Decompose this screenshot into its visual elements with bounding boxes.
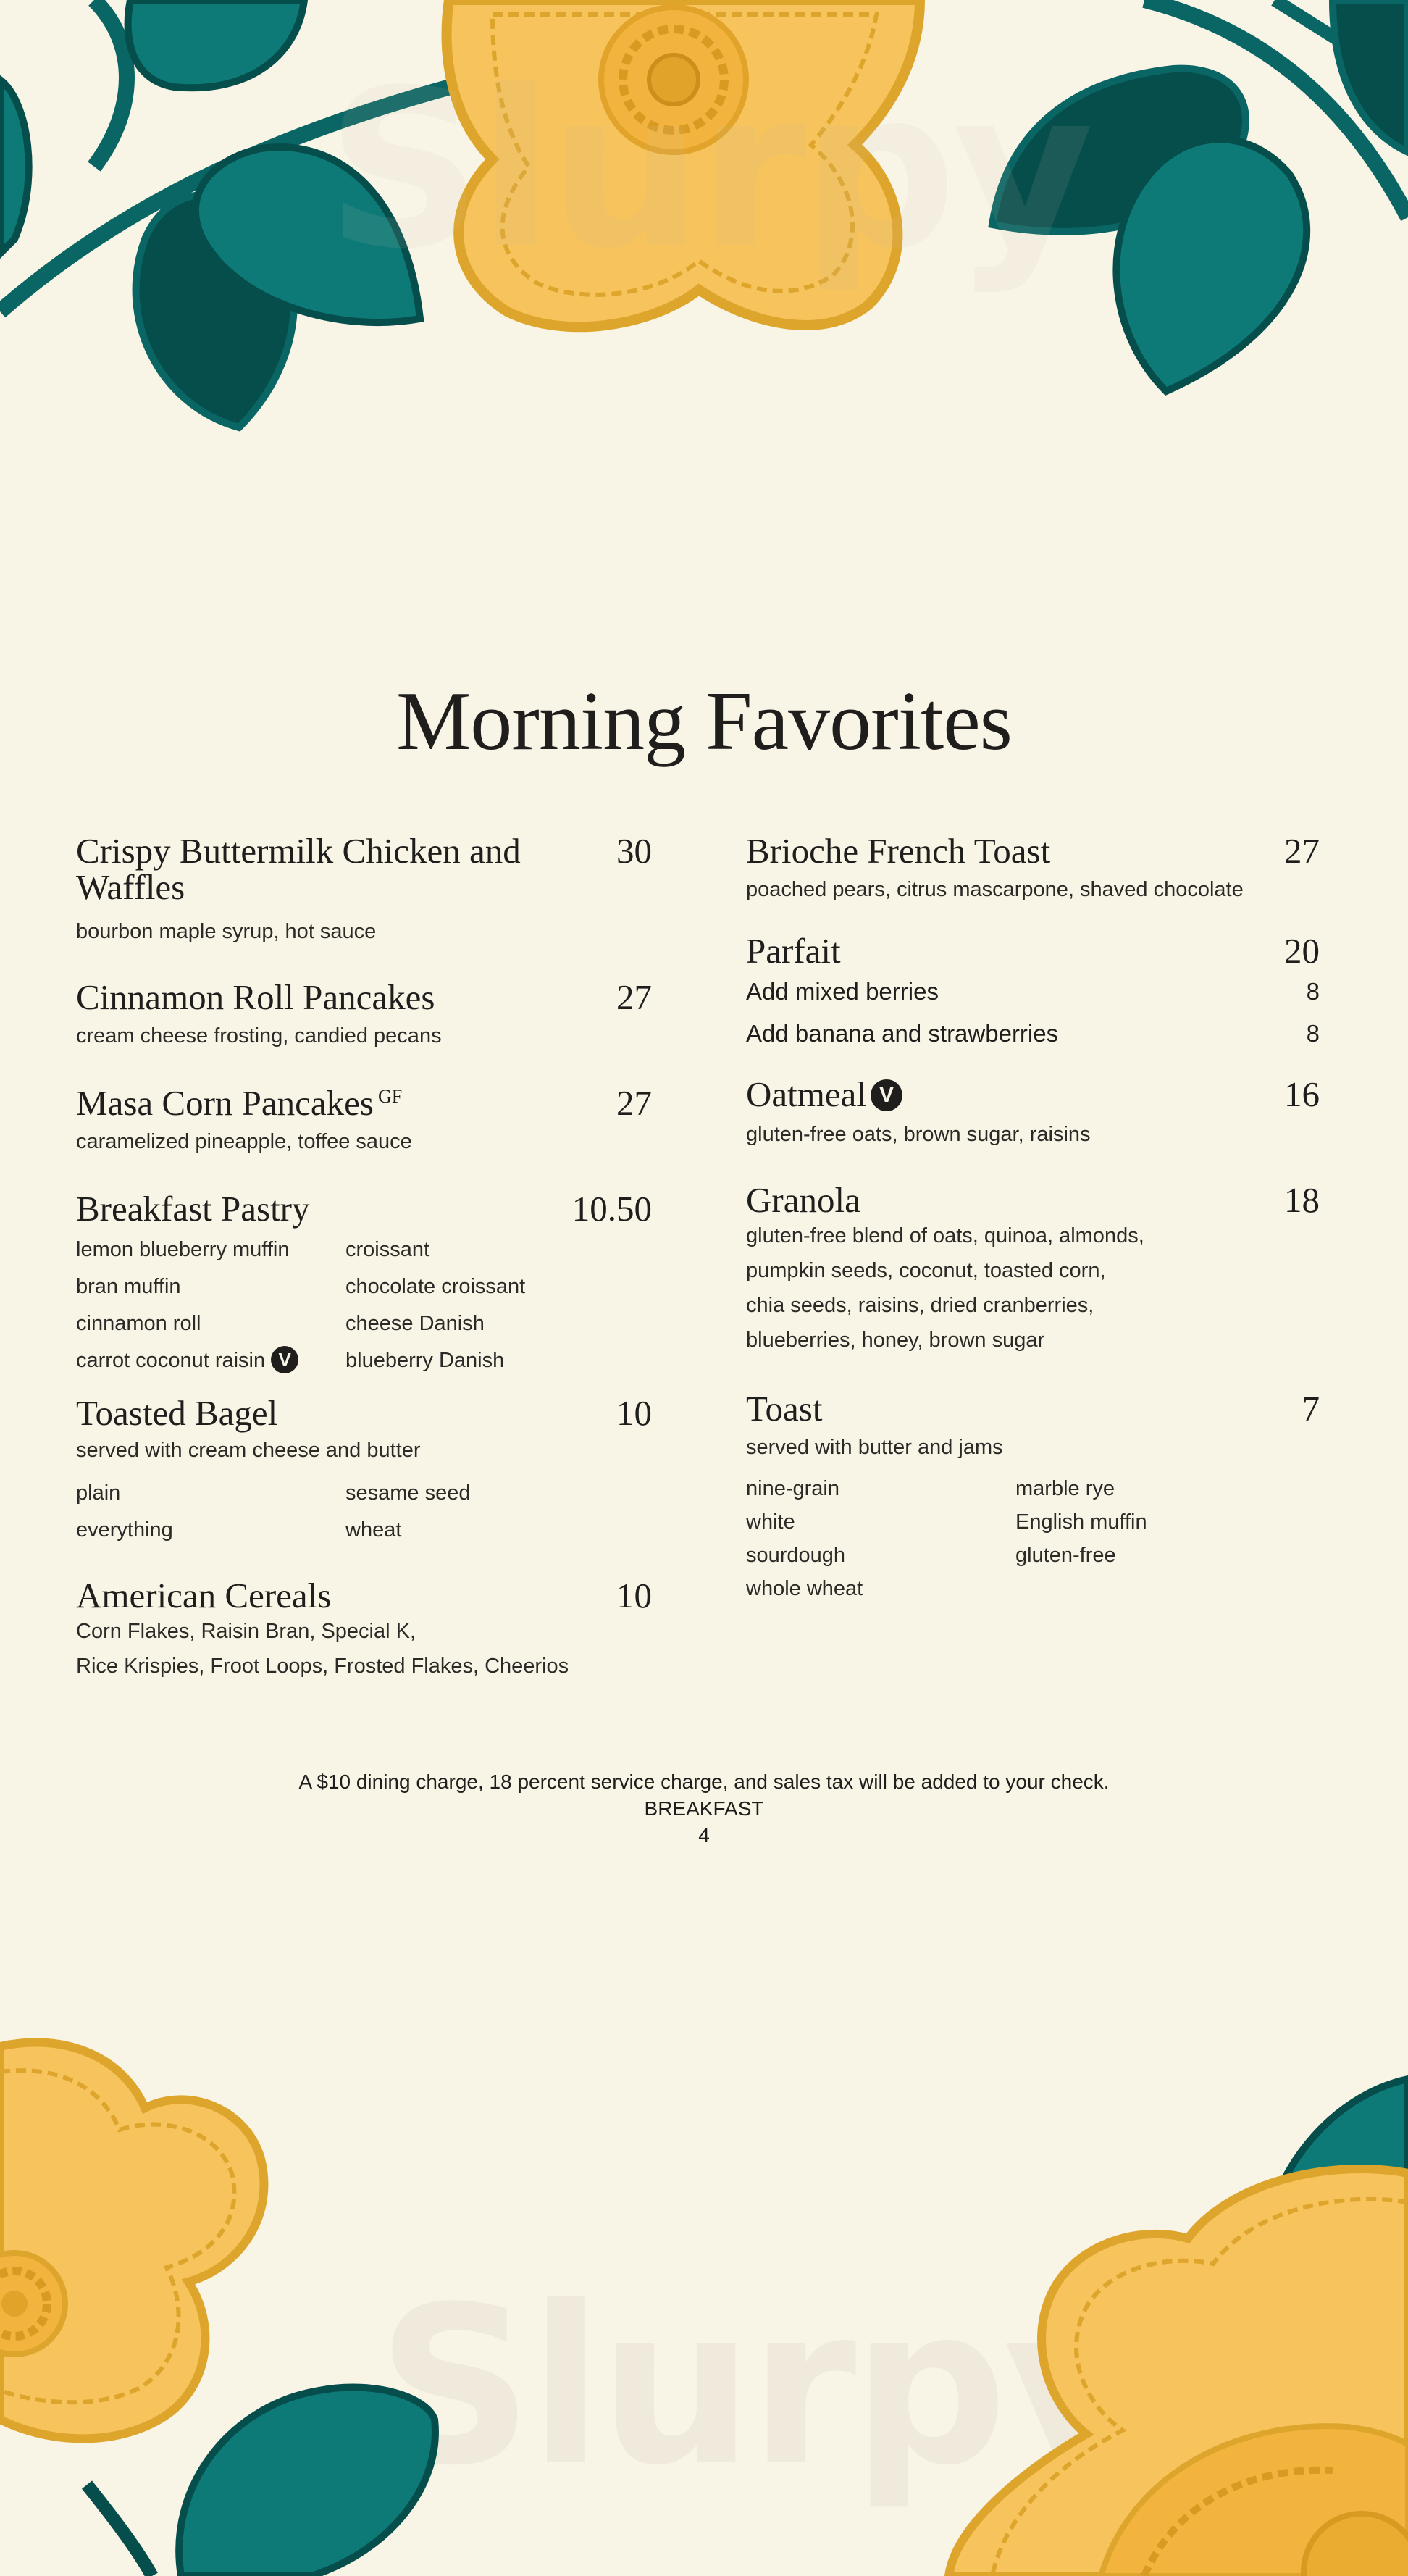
option-item: wheat (345, 1518, 402, 1542)
item-price: 10 (616, 1393, 652, 1433)
gluten-free-badge: GF (377, 1085, 403, 1107)
item-description: Rice Krispies, Froot Loops, Frosted Flakes, Cheerios (76, 1655, 569, 1678)
item-description: gluten-free oats, brown sugar, raisins (746, 1122, 1091, 1146)
option-item (1015, 1572, 1320, 1605)
item-name: Breakfast Pastry (76, 1189, 310, 1229)
menu-item-cinnamon-pancakes (76, 979, 652, 1053)
leaf-shape (128, 0, 304, 88)
bottom-floral-decoration (0, 2014, 1408, 2576)
option-item: chocolate croissant (345, 1275, 526, 1298)
item-description: bourbon maple syrup, hot sauce (76, 920, 377, 943)
item-name: American Cereals (76, 1576, 332, 1615)
item-name: Granola (746, 1179, 860, 1220)
item-description: poached pears, citrus mascarpone, shaved chocolate (746, 878, 1244, 901)
item-price: 18 (1284, 1179, 1320, 1220)
menu-item-toasted-bagel (76, 1395, 652, 1549)
option-item: carrot coconut raisin (76, 1349, 266, 1372)
item-price: 7 (1302, 1388, 1320, 1429)
item-description: served with cream cheese and butter (76, 1439, 421, 1462)
option-item: lemon blueberry muffin (76, 1238, 290, 1261)
addon-label: Add banana and strawberries (746, 1020, 1059, 1047)
page-title: Morning Favorites (396, 674, 1012, 768)
watermark-text: Slurpy (377, 2260, 1141, 2513)
option-item: marble rye (1015, 1476, 1115, 1500)
charges-note: A $10 dining charge, 18 percent service charge, and sales tax will be added to your check. (298, 1770, 1110, 1793)
item-description: cream cheese frosting, candied pecans (76, 1024, 442, 1047)
top-floral-decoration (0, 0, 1408, 449)
addon-price: 8 (1306, 978, 1320, 1005)
option-item: cheese Danish (345, 1312, 485, 1335)
bagel-options (76, 1475, 652, 1549)
item-description: served with butter and jams (746, 1435, 1003, 1459)
leaf-shape (0, 80, 29, 254)
option-item: everything (76, 1518, 173, 1542)
toast-options (746, 1472, 1320, 1605)
vegan-icon: V (271, 1346, 298, 1373)
option-item: sesame seed (345, 1481, 471, 1505)
vegan-icon: V (871, 1079, 902, 1111)
vine-stem (87, 2485, 152, 2576)
addon-row (746, 1013, 1320, 1055)
addon-row (746, 971, 1320, 1013)
item-price: 20 (1284, 931, 1320, 971)
leaf-shape (1116, 139, 1307, 391)
item-description: gluten-free blend of oats, quinoa, almonds, (746, 1224, 1144, 1247)
item-price: 10 (616, 1576, 652, 1615)
option-item: white (746, 1510, 795, 1534)
item-description: caramelized pineapple, toffee sauce (76, 1130, 412, 1153)
item-price: 27 (616, 977, 652, 1017)
vine-stem (94, 0, 127, 167)
menu-item-oatmeal (746, 1076, 1320, 1152)
right-menu-column (746, 833, 1320, 1605)
menu-item-toast (746, 1388, 1320, 1605)
item-description: chia seeds, raisins, dried cranberries, (746, 1293, 1094, 1317)
item-name: Cinnamon Roll Pancakes (76, 977, 435, 1017)
item-description: pumpkin seeds, coconut, toasted corn, (746, 1258, 1106, 1282)
item-name: Brioche French Toast (746, 831, 1051, 871)
item-name: Crispy Buttermilk Chicken and Waffles (76, 831, 521, 907)
item-price: 27 (1284, 831, 1320, 871)
leaf-shape (179, 2388, 435, 2576)
item-name: Parfait (746, 931, 841, 971)
page-footer (0, 1768, 1408, 1849)
flower-shape (447, 0, 920, 327)
item-name-wrap (746, 1076, 902, 1114)
item-name: Masa Corn Pancakes (76, 1083, 374, 1123)
left-menu-column (76, 833, 652, 1684)
item-name-wrap (76, 1085, 402, 1121)
option-item: sourdough (746, 1543, 846, 1567)
item-description: Corn Flakes, Raisin Bran, Special K, (76, 1620, 416, 1643)
item-description: blueberries, honey, brown sugar (746, 1328, 1045, 1352)
menu-item-breakfast-pastry (76, 1191, 652, 1379)
page-number: 4 (698, 1824, 710, 1847)
option-item: plain (76, 1481, 121, 1505)
menu-item-chicken-waffles (76, 833, 652, 949)
flower-shape (0, 2042, 264, 2438)
option-item: gluten-free (1015, 1543, 1116, 1567)
item-price: 27 (616, 1083, 652, 1123)
option-item: whole wheat (746, 1576, 863, 1600)
menu-item-parfait (746, 933, 1320, 1055)
addon-label: Add mixed berries (746, 978, 939, 1005)
option-item: croissant (345, 1238, 430, 1261)
option-item: blueberry Danish (345, 1349, 505, 1372)
menu-item-granola (746, 1179, 1320, 1358)
option-item: cinnamon roll (76, 1312, 201, 1335)
item-price: 10.50 (571, 1189, 652, 1229)
option-item: bran muffin (76, 1275, 181, 1298)
addon-price: 8 (1306, 1020, 1320, 1047)
option-item-vegan (76, 1342, 345, 1379)
menu-item-brioche-french-toast (746, 833, 1320, 907)
item-price: 16 (1284, 1074, 1320, 1114)
pastry-options (76, 1231, 652, 1379)
option-item: nine-grain (746, 1476, 839, 1500)
item-price: 30 (616, 831, 652, 871)
flower-shape (949, 2169, 1408, 2576)
option-item: English muffin (1015, 1510, 1147, 1534)
menu-item-american-cereals (76, 1578, 652, 1684)
menu-item-masa-pancakes (76, 1085, 652, 1159)
item-name: Toast (746, 1388, 823, 1429)
section-label: BREAKFAST (644, 1797, 764, 1820)
item-name: Toasted Bagel (76, 1393, 278, 1433)
item-name: Oatmeal (746, 1074, 866, 1114)
